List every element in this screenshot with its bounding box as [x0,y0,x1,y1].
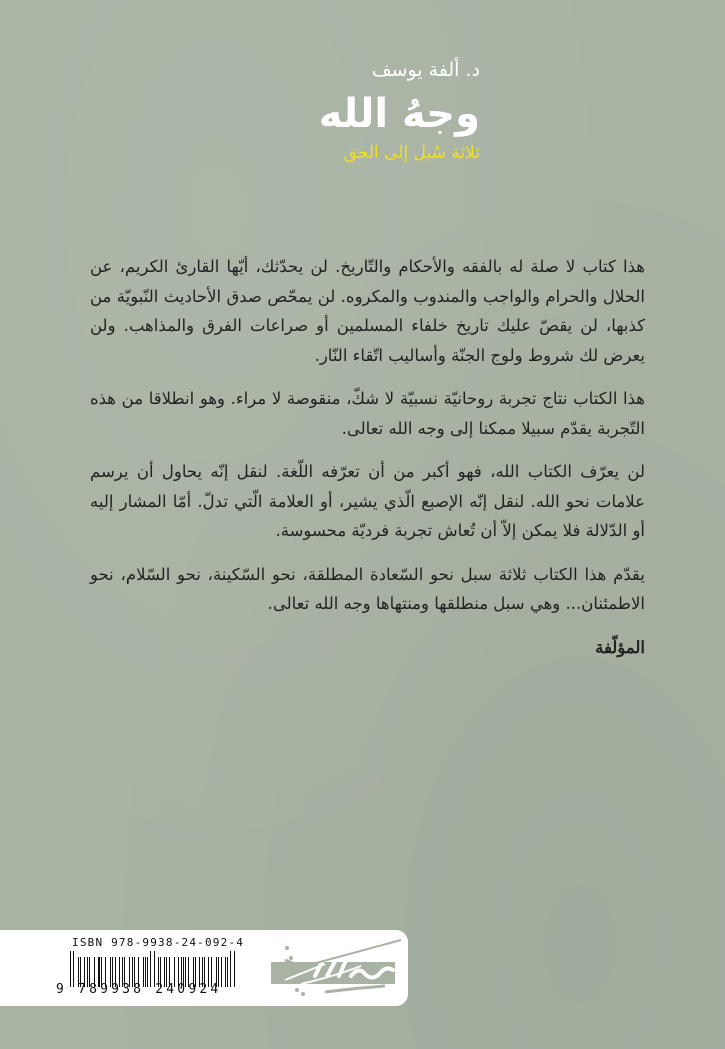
blurb-paragraph: لن يعرّف الكتاب الله، فهو أكبر من أن تعرّفه اللّغة. لنقل إنّه يحاول أن يرسم علامات نحو الله. لنقل إنّه الإصبع الّذي يشير، أو العلامة الّتي تدلّ. أمّا المشار إليه أو الدّلالة فلا يمكن إلاّ أن تُعاش تجربة فرديّة محسوسة. [90,462,645,540]
blurb-paragraph: هذا الكتاب نتاج تجربة روحانيّة نسبيّة لا شكّ، منقوصة لا مراء. وهو انطلاقا من هذه التّجربة يقدّم سبيلا ممكنا إلى وجه الله تعالى. [90,389,645,438]
barcode-bar [230,951,231,987]
author-signature: المؤلّفة [595,637,645,657]
barcode-bar [225,957,226,987]
barcode-digits: 9 789938 240924 [56,982,222,997]
author-name: د. ألفة يوسف [371,59,480,81]
blurb-text [90,252,645,676]
barcode-bar [221,957,222,987]
blurb-paragraph: يقدّم هذا الكتاب ثلاثة سبل نحو السّعادة المطلقة، نحو السّكينة، نحو السّلام، نحو الاطمئنان... وهي سبل منطلقها ومنتهاها وجه الله تعالى. [90,564,645,613]
barcode-bar [227,957,228,987]
publisher-logo-icon [265,936,403,1000]
cover-header [280,58,480,164]
book-title: وجهُ الله [318,91,480,137]
barcode-bar [234,951,235,987]
barcode-strip [0,930,408,1006]
book-subtitle: ثلاثة سُبل إلى الحق [343,143,480,163]
isbn-label: ISBN 978-9938-24-092-4 [72,936,245,949]
blurb-paragraph: هذا كتاب لا صلة له بالفقه والأحكام والتّاريخ. لن يحدّثك، أيّها القارئ الكريم، عن الحلال والحرام والواجب والمندوب والمكروه. لن يمحّص صدق الأحاديث النّبويّة من كذبها، لن يقصّ عليك تاريخ خلفاء المسلمين أو صراعات الفرق والمذاهب. ولن يعرض لك شروط ولوج الجنّة وأساليب اتّقاء النّار. [90,257,645,365]
